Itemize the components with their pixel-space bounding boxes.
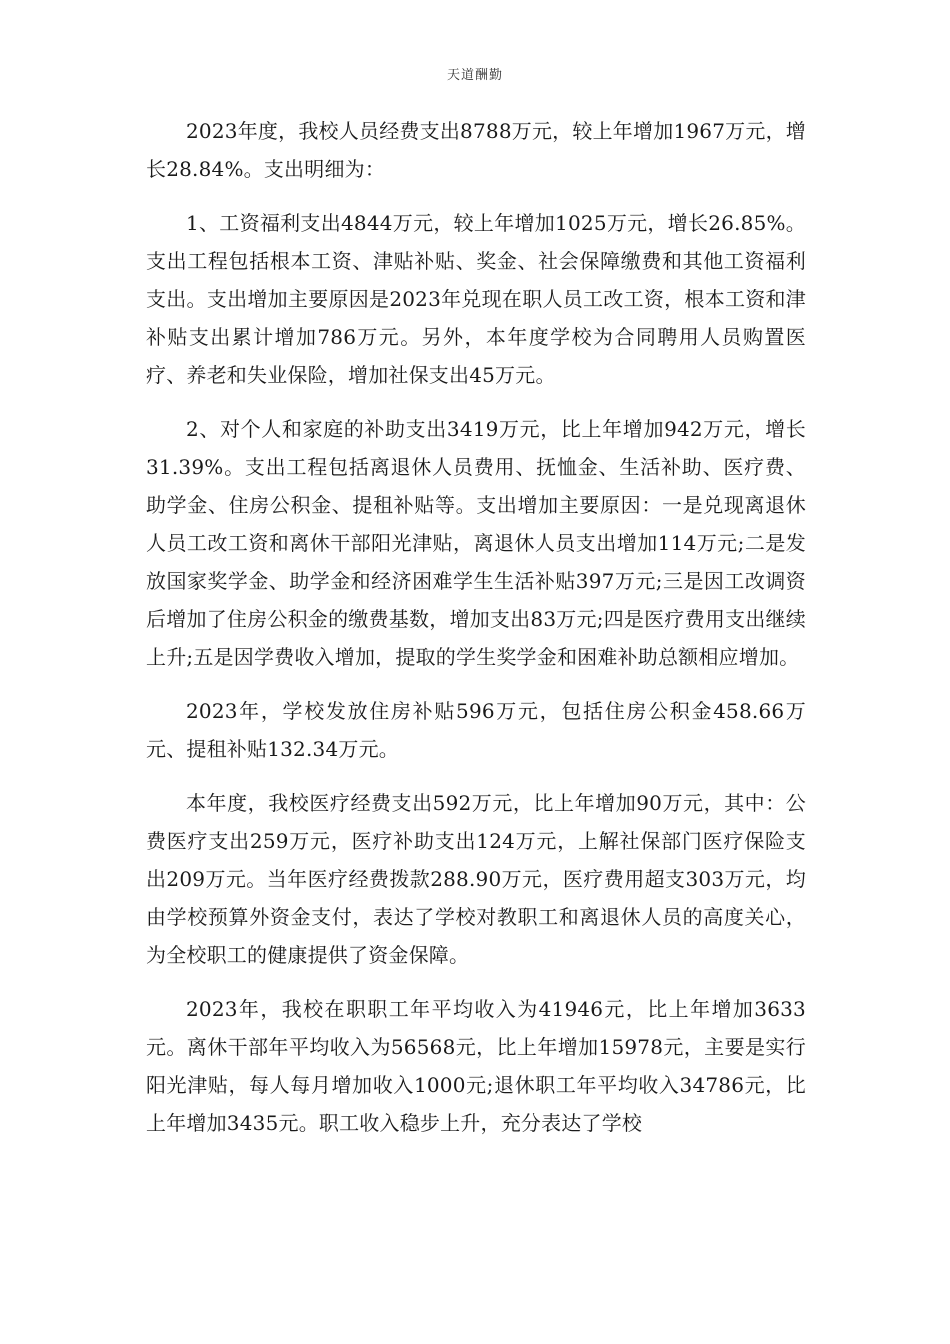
paragraph-personnel-expenditure: 2023年度，我校人员经费支出8788万元，较上年增加1967万元，增长28.84%。支出明细为： bbox=[146, 119, 806, 181]
paragraph-salary-welfare: 1、工资福利支出4844万元，较上年增加1025万元，增长26.85%。支出工程包括根本工资、津贴补贴、奖金、社会保障缴费和其他工资福利支出。支出增加主要原因是2023年兑现在职人员工改工资，根本工资和津补贴支出累计增加786万元。另外，本年度学校为合同聘用人员购置医疗、养老和失业保险，增加社保支出45万元。 bbox=[146, 211, 806, 387]
paragraph-family-subsidy: 2、对个人和家庭的补助支出3419万元，比上年增加942万元，增长31.39%。支出工程包括离退休人员费用、抚恤金、生活补助、医疗费、助学金、住房公积金、提租补贴等。支出增加主要原因：一是兑现离退休人员工改工资和离休干部阳光津贴，离退休人员支出增加114万元;二是发放国家奖学金、助学金和经济困难学生生活补贴397万元;三是因工改调资后增加了住房公积金的缴费基数，增加支出83万元;四是医疗费用支出继续上升;五是因学费收入增加，提取的学生奖学金和困难补助总额相应增加。 bbox=[146, 417, 806, 669]
page-header: 天道酬勤 bbox=[446, 68, 503, 83]
paragraph-housing-subsidy: 2023年，学校发放住房补贴596万元，包括住房公积金458.66万元、提租补贴132.34万元。 bbox=[146, 699, 806, 761]
paragraph-average-income: 2023年，我校在职职工年平均收入为41946元，比上年增加3633元。离休干部年平均收入为56568元，比上年增加15978元，主要是实行阳光津贴，每人每月增加收入1000元;退休职工年平均收入34786元，比上年增加3435元。职工收入稳步上升，充分表达了学校 bbox=[146, 997, 806, 1135]
paragraph-medical-expenditure: 本年度，我校医疗经费支出592万元，比上年增加90万元，其中：公费医疗支出259万元，医疗补助支出124万元，上解社保部门医疗保险支出209万元。当年医疗经费拨款288.90万元，医疗费用超支303万元，均由学校预算外资金支付，表达了学校对教职工和离退休人员的高度关心，为全校职工的健康提供了资金保障。 bbox=[146, 791, 806, 967]
document-body bbox=[146, 112, 806, 1158]
